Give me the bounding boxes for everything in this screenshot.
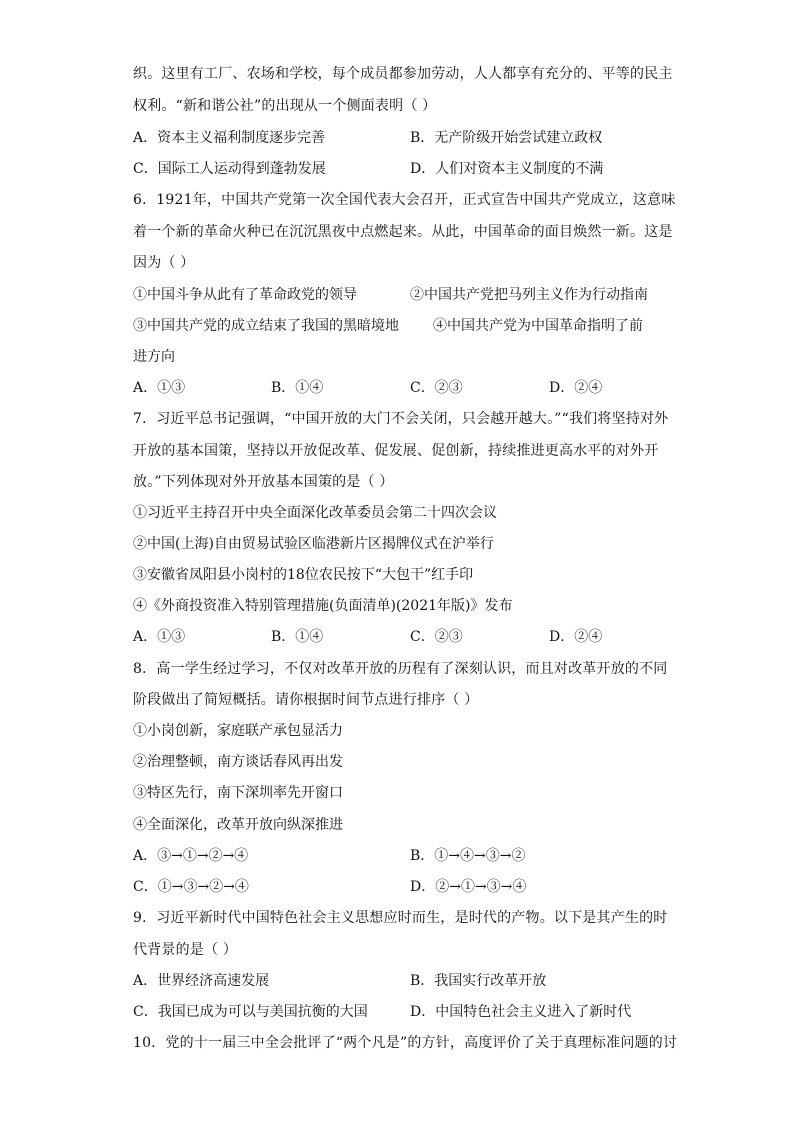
q6-item-2: ②中国共产党把马列主义作为行动指南 <box>410 287 648 303</box>
q6-item-4-cont: 进方向 <box>133 349 175 365</box>
q7-line-3: 放。”下列体现对外开放基本国策的是（ ） <box>133 474 394 490</box>
q7-option-c: C．②③ <box>410 629 463 645</box>
q9-option-a: A．世界经济高速发展 <box>133 973 270 989</box>
q7-option-b: B．①④ <box>271 629 324 645</box>
q7-item-4: ④《外商投资准入特别管理措施(负面清单)(2021年版)》发布 <box>133 598 513 614</box>
q6-line-1: 6．1921年，中国共产党第一次全国代表大会召开，正式宣告中国共产党成立，这意味 <box>133 192 676 208</box>
q5-line-2: 权利。“新和谐公社”的出现从一个侧面表明（ ） <box>133 98 437 114</box>
q7-item-2: ②中国(上海)自由贸易试验区临港新片区揭牌仪式在沪举行 <box>133 536 494 552</box>
q6-option-d: D．②④ <box>549 380 603 396</box>
q9-line-2: 代背景的是（ ） <box>133 942 238 958</box>
q5-line-1: 织。这里有工厂、农场和学校，每个成员都参加劳动，人人都享有充分的、平等的民主 <box>133 66 673 82</box>
q9-option-d: D．中国特色社会主义进入了新时代 <box>410 1004 632 1020</box>
q6-line-2: 着一个新的革命火种已在沉沉黑夜中点燃起来。从此，中国革命的面目焕然一新。这是 <box>133 224 673 240</box>
q8-option-b: B．①→④→③→② <box>410 848 526 864</box>
q7-option-d: D．②④ <box>549 629 603 645</box>
q8-item-3: ③特区先行，南下深圳率先开窗口 <box>133 785 343 801</box>
q8-option-a: A．③→①→②→④ <box>133 848 249 864</box>
q6-option-b: B．①④ <box>271 380 324 396</box>
q7-line-2: 开放的基本国策，坚持以开放促改革、促发展、促创新，持续推进更高水平的对外开 <box>133 443 659 459</box>
q8-item-2: ②治理整顿，南方谈话春风再出发 <box>133 754 343 770</box>
q5-option-b: B．无产阶级开始尝试建立政权 <box>410 130 603 146</box>
q9-option-c: C．我国已成为可以与美国抗衡的大国 <box>133 1004 368 1020</box>
q9-line-1: 9．习近平新时代中国特色社会主义思想应时而生，是时代的产物。以下是其产生的时 <box>133 910 668 926</box>
q8-option-d: D．②→①→③→④ <box>410 879 527 895</box>
q6-item-1: ①中国斗争从此有了革命政党的领导 <box>133 287 357 303</box>
q6-item-3: ③中国共产党的成立结束了我国的黑暗境地 <box>133 318 399 334</box>
q10-line-1: 10．党的十一届三中全会批评了“两个凡是”的方针，高度评价了关于真理标准问题的讨 <box>133 1035 678 1051</box>
q7-option-a: A．①③ <box>133 629 186 645</box>
q8-item-1: ①小岗创新，家庭联产承包显活力 <box>133 723 343 739</box>
q7-item-1: ①习近平主持召开中央全面深化改革委员会第二十四次会议 <box>133 505 497 521</box>
q5-option-a: A．资本主义福利制度逐步完善 <box>133 130 326 146</box>
q7-item-3: ③安徽省凤阳县小岗村的18位农民按下“大包干”红手印 <box>133 567 474 583</box>
q8-line-2: 阶段做出了简短概括。请你根据时间节点进行排序（ ） <box>133 692 479 708</box>
q5-option-d: D．人们对资本主义制度的不满 <box>410 161 604 177</box>
q8-line-1: 8．高一学生经过学习，不仅对改革开放的历程有了深刻认识，而且对改革开放的不同 <box>133 661 668 677</box>
q6-option-a: A．①③ <box>133 380 186 396</box>
q5-option-c: C．国际工人运动得到蓬勃发展 <box>133 161 326 177</box>
q8-option-c: C．①→③→②→④ <box>133 879 249 895</box>
q8-item-4: ④全面深化，改革开放向纵深推进 <box>133 817 343 833</box>
q9-option-b: B．我国实行改革开放 <box>410 973 547 989</box>
q6-line-3: 因为（ ） <box>133 255 195 271</box>
q6-option-c: C．②③ <box>410 380 463 396</box>
q7-line-1: 7．习近平总书记强调，“中国开放的大门不会关闭，只会越开越大。”“我们将坚持对外 <box>133 411 669 427</box>
q6-item-4: ④中国共产党为中国革命指明了前 <box>433 318 643 334</box>
